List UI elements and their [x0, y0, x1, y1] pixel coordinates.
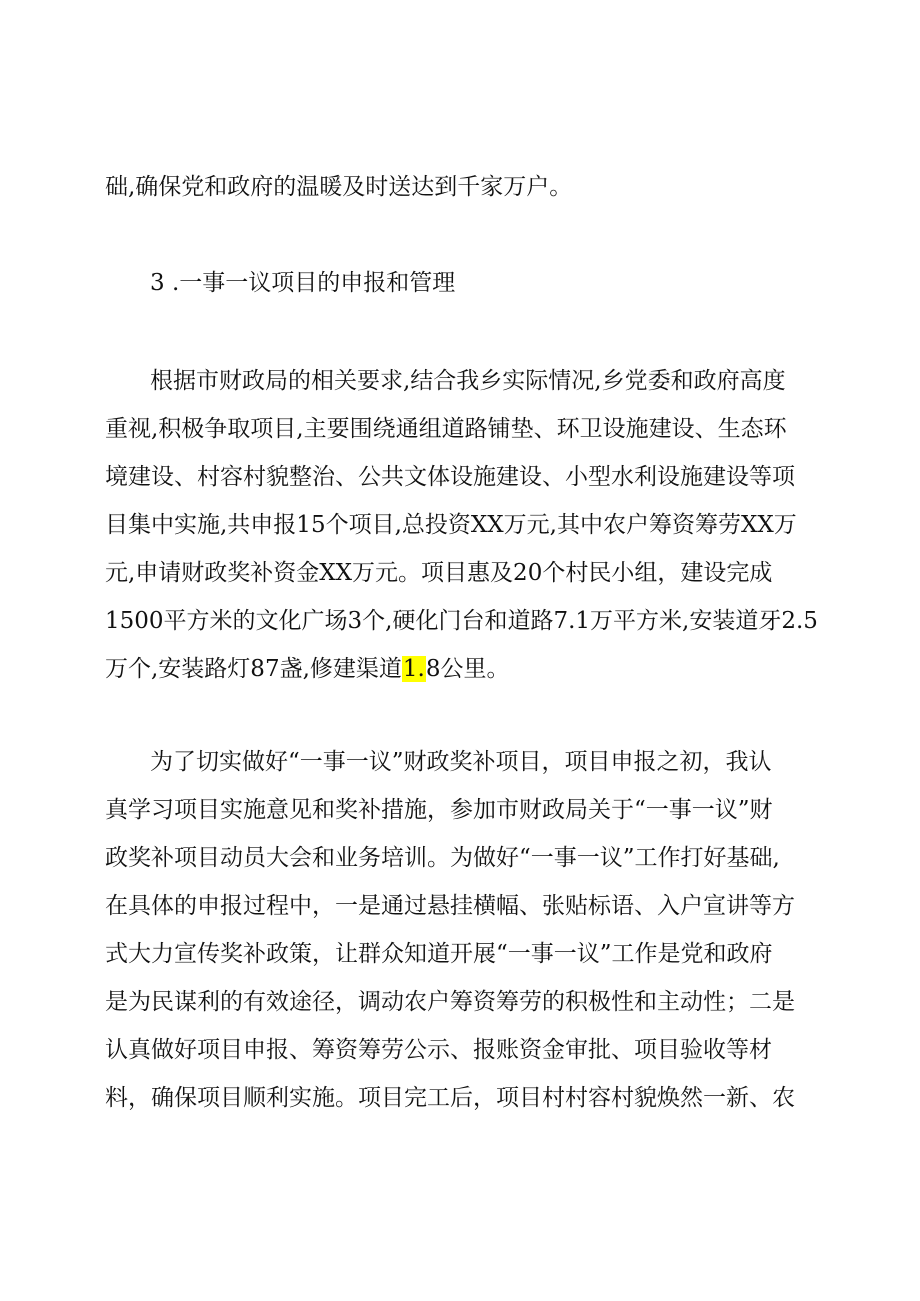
paragraph-1-last-line — [105, 654, 509, 686]
paragraph-1-line: 目集中实施,共申报15个项目,总投资XX万元,其中农户筹资筹劳XX万 — [105, 512, 797, 538]
last-line-text-after: 8公里。 — [425, 656, 510, 682]
paragraph-2-line: 式大力宣传奖补政策，让群众知道开展“一事一议”工作是党和政府 — [105, 941, 773, 967]
paragraph-1-line: 重视,积极争取项目,主要围绕通组道路铺垫、环卫设施建设、生态环 — [105, 416, 787, 442]
last-line-text-before: 万个,安装路灯87盏,修建渠道 — [105, 656, 402, 682]
paragraph-2-line: 认真做好项目申报、筹资筹劳公示、报账资金审批、项目验收等材 — [105, 1037, 772, 1063]
paragraph-1-line: 境建设、村容村貌整治、公共文体设施建设、小型水利设施建设等项 — [105, 464, 795, 490]
paragraph-1-line: 根据市财政局的相关要求,结合我乡实际情况,乡党委和政府高度 — [150, 368, 786, 394]
paragraph-1-line: 1500平方米的文化广场3个,硬化门台和道路7.1万平方米,安装道牙2.5 — [105, 608, 818, 634]
paragraph-2-line: 料，确保项目顺利实施。项目完工后，项目村村容村貌焕然一新、农 — [105, 1085, 795, 1111]
paragraph-2-line: 为了切实做好“一事一议”财政奖补项目，项目申报之初，我认 — [150, 749, 772, 775]
highlighted-text: 1. — [402, 656, 425, 682]
paragraph-2-line: 政奖补项目动员大会和业务培训。为做好“一事一议”工作打好基础, — [105, 845, 780, 871]
paragraph-2-line: 真学习项目实施意见和奖补措施，参加市财政局关于“一事一议”财 — [105, 797, 773, 823]
paragraph-2-line: 在具体的申报过程中，一是通过悬挂横幅、张贴标语、入户宣讲等方 — [105, 893, 795, 919]
section-heading: 3 .一事一议项目的申报和管理 — [150, 270, 456, 296]
paragraph-1-line: 元,申请财政奖补资金XX万元。项目惠及20个村民小组，建设完成 — [105, 560, 773, 586]
intro-line: 础,确保党和政府的温暖及时送达到千家万户。 — [105, 174, 573, 200]
paragraph-2-line: 是为民谋利的有效途径，调动农户筹资筹劳的积极性和主动性；二是 — [105, 989, 795, 1015]
